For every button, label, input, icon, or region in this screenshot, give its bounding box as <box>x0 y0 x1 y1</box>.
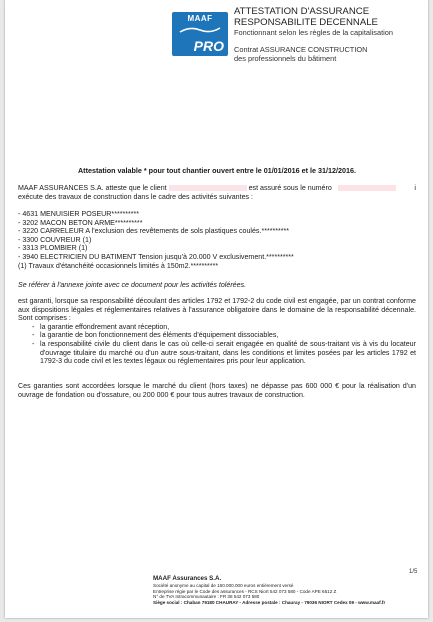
footer-address: Siège social : Chaban 79180 CHAURAY - Adresse postale : Chauray - 79036 NIORT Cedex 09 - www.maaf.fr <box>153 599 386 605</box>
footer-company: MAAF Assurances S.A. <box>153 575 222 582</box>
intro-text-1: MAAF ASSURANCES S.A. atteste que le client <box>18 184 167 192</box>
guarantee-item: - la garantie de bon fonctionnement des éléments d'équipement dissociables, <box>40 331 416 340</box>
activity-item: - 3313 PLOMBIER (1) <box>18 244 88 253</box>
document-page <box>5 0 428 618</box>
footer-line: N° de TVA Intracommunautaire : FR 38 542 073 580 <box>153 594 260 600</box>
logo-wave-icon <box>178 25 222 35</box>
maaf-pro-logo <box>172 12 228 56</box>
closing-paragraph: Ces garanties sont accordées lorsque le marché du client (hors taxes) ne dépasse pas 600 000 € pour la réalisation d'un ouvrage de fondation ou d'ossature, ou 200 000 € pour tous autres travaux de construction. <box>18 382 416 399</box>
legal-footer <box>153 575 423 605</box>
intro-text-2: est assuré sous le numéro <box>248 184 332 192</box>
redacted-client-name <box>169 185 247 191</box>
activity-item: - 3940 ELECTRICIEN DU BATIMENT Tension jusqu'à 20.000 V exclusivement.********** <box>18 252 294 261</box>
activity-footnote: (1) Travaux d'étanchéité occasionnels limités à 150m2.********** <box>18 261 219 270</box>
subtitle: Fonctionnant selon les règles de la capitalisation <box>234 28 393 37</box>
activity-item: - 3202 MACON BETON ARME********** <box>18 218 143 227</box>
validity-statement: Attestation valable * pour tout chantier ouvert entre le 01/01/2016 et le 31/12/2016. <box>77 166 357 175</box>
guarantee-list <box>18 323 416 366</box>
guarantee-intro: est garanti, lorsque sa responsabilité découlant des articles 1792 et 1792-2 du code civil est engagée, par un contrat conforme aux dispositions légales et réglementaires relatives à l'assurance obligatoire dans le domaine de la responsabilité décennale. Sont comprises : <box>18 297 416 323</box>
title-line-1: ATTESTATION D'ASSURANCE <box>234 6 370 17</box>
footer-line: Société anonyme au capital de 160.000.000 euros entièrement versé <box>153 583 294 588</box>
guarantee-section <box>18 297 416 366</box>
guarantee-item: - la garantie effondrement avant réception, <box>40 323 416 332</box>
title-line-2: RESPONSABILITE DECENNALE <box>234 16 378 28</box>
page-number: 1/5 <box>409 569 418 575</box>
annex-note: Se référer à l'annexe jointe avec ce document pour les activités tolérées. <box>18 281 247 289</box>
activity-item: - 3300 COUVREUR (1) <box>18 235 92 244</box>
guarantee-item: - la responsabilité civile du client dans le cas où celle-ci serait engagée en qualité de sous-traitant vis à vis du locateur d'ouvrage titulaire du marché ou d'un autre sous-traitant, dans les conditions et limites posées par les articles 1792 et 1792-3 du code civil et les textes légaux ou réglementaires pris pour leur application. <box>40 340 416 366</box>
contract-line-2: des professionnels du bâtiment <box>234 54 337 63</box>
contract-line-1: Contrat ASSURANCE CONSTRUCTION <box>234 45 368 54</box>
activity-item: - 3220 CARRELEUR A l'exclusion des revêtements de sols plastiques coulés.********** <box>18 227 290 236</box>
redacted-policy-number <box>338 185 396 191</box>
logo-pro-text: PRO <box>193 38 224 54</box>
footer-line: Entreprise régie par le Code des assurances - RCS Niort 542 073 580 - Code APE 6512 Z <box>153 588 337 594</box>
intro-paragraph <box>18 184 416 201</box>
intro-line-2: exécute des travaux de construction dans le cadre des activités suivantes : <box>18 192 254 201</box>
logo-top-text: MAAF <box>187 14 213 23</box>
activities-list <box>18 210 416 270</box>
document-header <box>234 7 424 63</box>
intro-end: i <box>414 184 416 192</box>
activity-item: - 4631 MENUISIER POSEUR********** <box>18 210 140 218</box>
